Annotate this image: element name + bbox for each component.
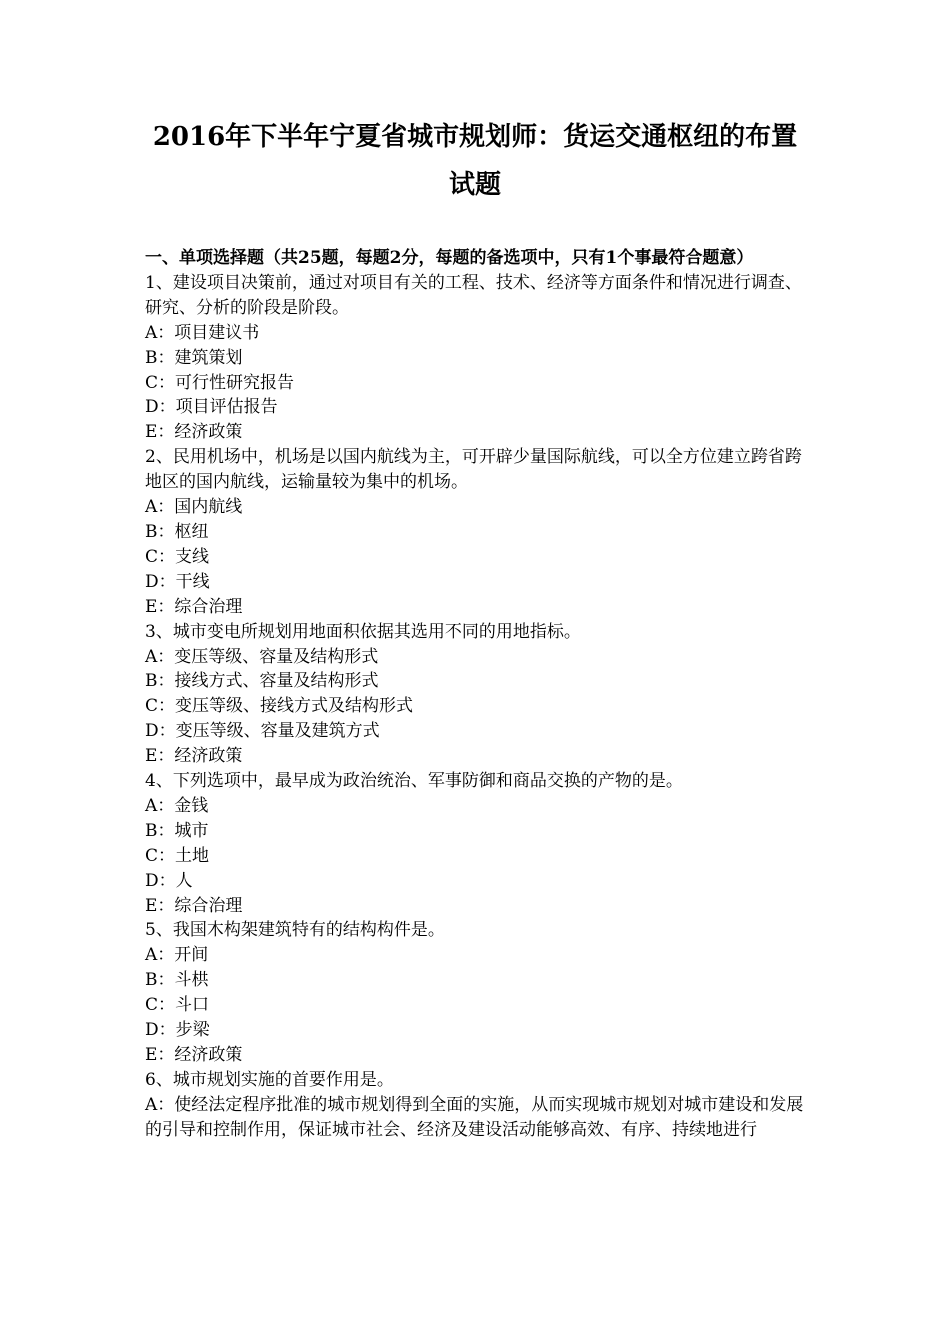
option-d: D：干线 — [145, 571, 210, 592]
option-c: C：支线 — [145, 546, 210, 567]
option-e: E：综合治理 — [145, 895, 243, 916]
option-d: D：步梁 — [145, 1020, 210, 1041]
option-b: B：斗栱 — [145, 970, 209, 991]
option-c: C：可行性研究报告 — [145, 372, 295, 393]
option-a: A：金钱 — [145, 795, 209, 816]
option-b: B：城市 — [145, 820, 209, 841]
option-a: A：项目建议书 — [145, 322, 260, 343]
option-e: E：经济政策 — [145, 746, 243, 767]
question-1 — [145, 271, 807, 445]
option-e: E：综合治理 — [145, 596, 243, 617]
question-6 — [145, 1068, 807, 1143]
question-stem: 2、民用机场中，机场是以国内航线为主，可开辟少量国际航线，可以全方位建立跨省跨地区的国内航线，运输量较为集中的机场。 — [145, 447, 802, 493]
option-a: A：国内航线 — [145, 497, 243, 518]
option-d: D：项目评估报告 — [145, 397, 278, 418]
option-b: B：建筑策划 — [145, 347, 243, 368]
option-e: E：经济政策 — [145, 1045, 243, 1065]
question-4 — [145, 769, 807, 918]
option-d: D：变压等级、容量及建筑方式 — [145, 721, 380, 742]
document-body — [145, 246, 807, 1143]
question-5 — [145, 918, 807, 1067]
question-2 — [145, 445, 807, 619]
option-b: B：接线方式、容量及结构形式 — [145, 671, 379, 692]
question-stem: 1、建设项目决策前，通过对项目有关的工程、技术、经济等方面条件和情况进行调查、研究、分析的阶段是阶段。 — [145, 272, 802, 318]
question-3 — [145, 620, 807, 769]
option-d: D：人 — [145, 870, 193, 891]
option-a: A：开间 — [145, 945, 209, 966]
document-title: 2016年下半年宁夏省城市规划师：货运交通枢纽的布置试题 — [152, 122, 798, 200]
option-b: B：枢纽 — [145, 521, 209, 542]
option-a: A：使经法定程序批准的城市规划得到全面的实施，从而实现城市规划对城市建设和发展的引导和控制作用，保证城市社会、经济及建设活动能够高效、有序、持续地进行 — [145, 1094, 804, 1140]
option-e: E：经济政策 — [145, 422, 243, 443]
section-header: 一、单项选择题（共25题，每题2分，每题的备选项中，只有1个事最符合题意） — [145, 248, 754, 268]
question-stem: 3、城市变电所规划用地面积依据其选用不同的用地指标。 — [145, 621, 581, 642]
option-c: C：斗口 — [145, 995, 210, 1016]
option-c: C：变压等级、接线方式及结构形式 — [145, 696, 414, 717]
question-stem: 4、下列选项中，最早成为政治统治、军事防御和商品交换的产物的是。 — [145, 771, 683, 792]
option-a: A：变压等级、容量及结构形式 — [145, 646, 379, 667]
question-stem: 5、我国木构架建筑特有的结构构件是。 — [145, 920, 445, 941]
question-stem: 6、城市规划实施的首要作用是。 — [145, 1069, 394, 1090]
option-c: C：土地 — [145, 845, 210, 866]
